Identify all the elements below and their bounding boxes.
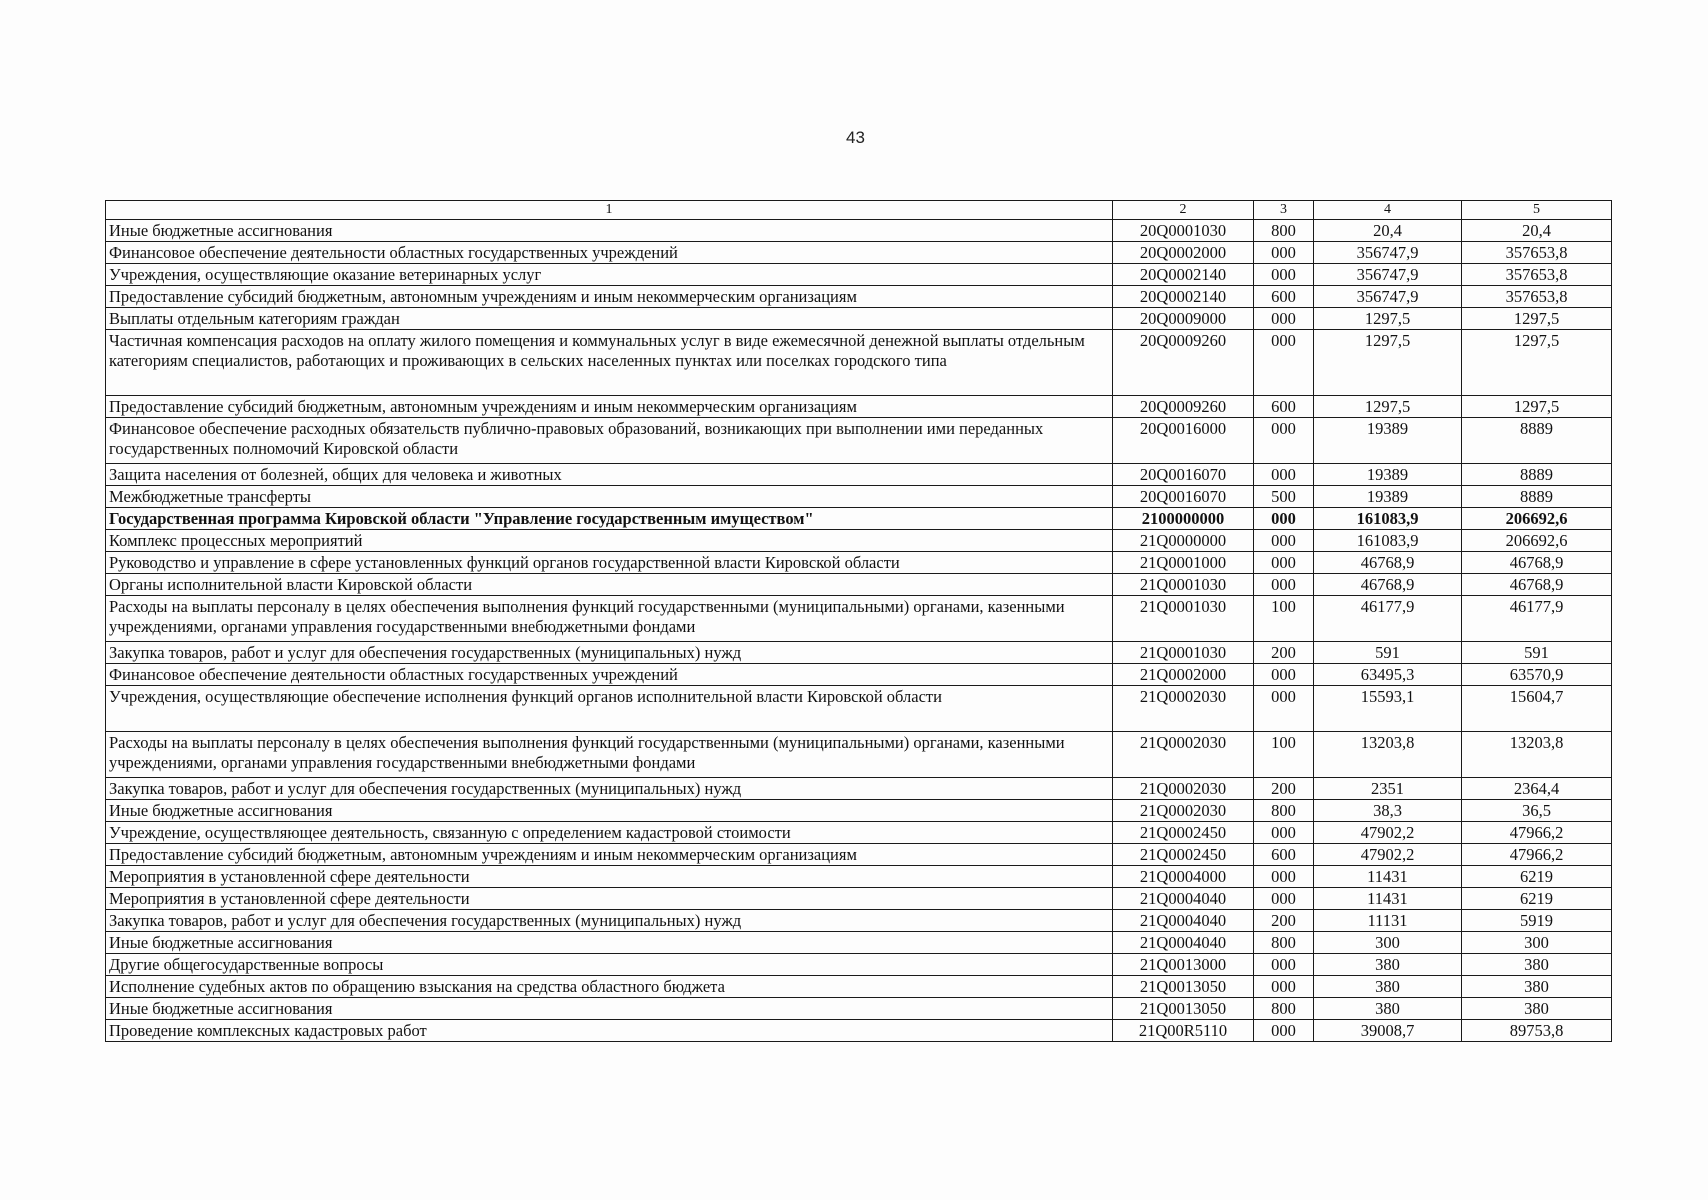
row-value-2-cell: 1297,5: [1462, 330, 1612, 396]
row-value-1-cell: 380: [1314, 976, 1462, 998]
row-value-1-cell: 1297,5: [1314, 308, 1462, 330]
row-name-cell: Предоставление субсидий бюджетным, автономным учреждениям и иным некоммерческим организациям: [106, 396, 1113, 418]
table-row: [106, 732, 1612, 778]
row-value-1-cell: 2351: [1314, 778, 1462, 800]
row-code-cell: 20Q0002140: [1113, 286, 1254, 308]
row-code-cell: 21Q0013050: [1113, 998, 1254, 1020]
row-code-cell: 21Q0004040: [1113, 910, 1254, 932]
col-header-4: 4: [1314, 201, 1462, 220]
row-code-cell: 20Q0001030: [1113, 220, 1254, 242]
row-value-2-cell: 20,4: [1462, 220, 1612, 242]
row-type-cell: 000: [1254, 242, 1314, 264]
table-row: [106, 552, 1612, 574]
row-value-2-cell: 1297,5: [1462, 396, 1612, 418]
row-value-1-cell: 300: [1314, 932, 1462, 954]
row-type-cell: 600: [1254, 844, 1314, 866]
row-type-cell: 200: [1254, 778, 1314, 800]
table-row: [106, 530, 1612, 552]
row-name-cell: Руководство и управление в сфере установленных функций органов государственной власти Кировской области: [106, 552, 1113, 574]
row-value-2-cell: 8889: [1462, 418, 1612, 464]
table-row: [106, 844, 1612, 866]
row-value-2-cell: 36,5: [1462, 800, 1612, 822]
row-name-cell: Финансовое обеспечение деятельности областных государственных учреждений: [106, 664, 1113, 686]
row-type-cell: 600: [1254, 286, 1314, 308]
row-name-cell: Учреждения, осуществляющие обеспечение исполнения функций органов исполнительной власти Кировской области: [106, 686, 1113, 732]
row-value-2-cell: 6219: [1462, 866, 1612, 888]
row-name-cell: Проведение комплексных кадастровых работ: [106, 1020, 1113, 1042]
row-code-cell: 21Q0002030: [1113, 732, 1254, 778]
row-type-cell: 800: [1254, 220, 1314, 242]
row-value-1-cell: 47902,2: [1314, 844, 1462, 866]
row-name-cell: Частичная компенсация расходов на оплату жилого помещения и коммунальных услуг в виде ежемесячной денежной выплаты отдельным категориям специалистов, работающих и проживающих в сельских населенных пунктах или поселках городского типа: [106, 330, 1113, 396]
row-name-cell: Предоставление субсидий бюджетным, автономным учреждениям и иным некоммерческим организациям: [106, 844, 1113, 866]
row-value-2-cell: 5919: [1462, 910, 1612, 932]
row-type-cell: 000: [1254, 530, 1314, 552]
row-code-cell: 21Q0002450: [1113, 822, 1254, 844]
table-row: [106, 508, 1612, 530]
table-row: [106, 1020, 1612, 1042]
table-row: [106, 418, 1612, 464]
table-row: [106, 910, 1612, 932]
row-value-1-cell: 11431: [1314, 888, 1462, 910]
row-name-cell: Исполнение судебных актов по обращению взыскания на средства областного бюджета: [106, 976, 1113, 998]
row-name-cell: Закупка товаров, работ и услуг для обеспечения государственных (муниципальных) нужд: [106, 642, 1113, 664]
row-name-cell: Мероприятия в установленной сфере деятельности: [106, 866, 1113, 888]
table-row: [106, 286, 1612, 308]
table-row: [106, 464, 1612, 486]
row-code-cell: 20Q0009000: [1113, 308, 1254, 330]
row-code-cell: 20Q0016000: [1113, 418, 1254, 464]
row-name-cell: Предоставление субсидий бюджетным, автономным учреждениям и иным некоммерческим организациям: [106, 286, 1113, 308]
row-value-2-cell: 46768,9: [1462, 552, 1612, 574]
row-code-cell: 21Q0013000: [1113, 954, 1254, 976]
row-value-1-cell: 356747,9: [1314, 242, 1462, 264]
row-code-cell: 21Q0001030: [1113, 596, 1254, 642]
row-name-cell: Государственная программа Кировской области "Управление государственным имуществом": [106, 508, 1113, 530]
table-row: [106, 822, 1612, 844]
table-row: [106, 308, 1612, 330]
row-value-2-cell: 357653,8: [1462, 264, 1612, 286]
row-type-cell: 800: [1254, 998, 1314, 1020]
table-row: [106, 664, 1612, 686]
row-value-1-cell: 38,3: [1314, 800, 1462, 822]
row-type-cell: 100: [1254, 732, 1314, 778]
row-type-cell: 000: [1254, 888, 1314, 910]
row-value-1-cell: 19389: [1314, 486, 1462, 508]
budget-table: [105, 200, 1612, 1042]
row-name-cell: Расходы на выплаты персоналу в целях обеспечения выполнения функций государственными (муниципальными) органами, казенными учреждениями, органами управления государственными внебюджетными фондами: [106, 596, 1113, 642]
page-number: 43: [846, 128, 865, 147]
row-code-cell: 21Q0002450: [1113, 844, 1254, 866]
table-row: [106, 264, 1612, 286]
table-body: [106, 220, 1612, 1042]
row-code-cell: 21Q0002030: [1113, 778, 1254, 800]
table-row: [106, 396, 1612, 418]
row-code-cell: 21Q0000000: [1113, 530, 1254, 552]
table-row: [106, 998, 1612, 1020]
row-type-cell: 000: [1254, 822, 1314, 844]
table-row: [106, 778, 1612, 800]
table-row: [106, 686, 1612, 732]
row-value-2-cell: 63570,9: [1462, 664, 1612, 686]
row-type-cell: 000: [1254, 308, 1314, 330]
table-row: [106, 976, 1612, 998]
table-row: [106, 932, 1612, 954]
row-code-cell: 20Q0009260: [1113, 330, 1254, 396]
row-value-2-cell: 13203,8: [1462, 732, 1612, 778]
row-code-cell: 21Q0001030: [1113, 574, 1254, 596]
row-code-cell: 20Q0002140: [1113, 264, 1254, 286]
table-row: [106, 954, 1612, 976]
row-value-1-cell: 39008,7: [1314, 1020, 1462, 1042]
row-name-cell: Учреждение, осуществляющее деятельность, связанную с определением кадастровой стоимости: [106, 822, 1113, 844]
row-value-2-cell: 15604,7: [1462, 686, 1612, 732]
row-type-cell: 000: [1254, 264, 1314, 286]
row-value-2-cell: 357653,8: [1462, 286, 1612, 308]
row-code-cell: 20Q0016070: [1113, 464, 1254, 486]
row-value-1-cell: 380: [1314, 998, 1462, 1020]
row-value-1-cell: 63495,3: [1314, 664, 1462, 686]
row-type-cell: 200: [1254, 910, 1314, 932]
row-value-1-cell: 15593,1: [1314, 686, 1462, 732]
row-code-cell: 21Q0004040: [1113, 888, 1254, 910]
row-name-cell: Выплаты отдельным категориям граждан: [106, 308, 1113, 330]
row-type-cell: 000: [1254, 686, 1314, 732]
row-value-2-cell: 380: [1462, 998, 1612, 1020]
col-header-1: 1: [106, 201, 1113, 220]
row-value-1-cell: 356747,9: [1314, 286, 1462, 308]
row-type-cell: 200: [1254, 642, 1314, 664]
row-type-cell: 000: [1254, 976, 1314, 998]
header-row: [106, 201, 1612, 220]
table-row: [106, 330, 1612, 396]
row-name-cell: Органы исполнительной власти Кировской области: [106, 574, 1113, 596]
row-type-cell: 000: [1254, 418, 1314, 464]
row-name-cell: Иные бюджетные ассигнования: [106, 800, 1113, 822]
row-value-1-cell: 19389: [1314, 464, 1462, 486]
row-code-cell: 21Q0004000: [1113, 866, 1254, 888]
row-value-1-cell: 161083,9: [1314, 508, 1462, 530]
row-name-cell: Финансовое обеспечение деятельности областных государственных учреждений: [106, 242, 1113, 264]
table-row: [106, 242, 1612, 264]
row-value-2-cell: 380: [1462, 954, 1612, 976]
row-code-cell: 21Q0001030: [1113, 642, 1254, 664]
row-value-2-cell: 46177,9: [1462, 596, 1612, 642]
row-code-cell: 21Q0002030: [1113, 800, 1254, 822]
row-name-cell: Закупка товаров, работ и услуг для обеспечения государственных (муниципальных) нужд: [106, 910, 1113, 932]
row-value-2-cell: 8889: [1462, 464, 1612, 486]
row-name-cell: Закупка товаров, работ и услуг для обеспечения государственных (муниципальных) нужд: [106, 778, 1113, 800]
row-value-1-cell: 11431: [1314, 866, 1462, 888]
row-type-cell: 000: [1254, 1020, 1314, 1042]
row-value-1-cell: 161083,9: [1314, 530, 1462, 552]
row-value-2-cell: 89753,8: [1462, 1020, 1612, 1042]
row-name-cell: Учреждения, осуществляющие оказание ветеринарных услуг: [106, 264, 1113, 286]
row-code-cell: 20Q0009260: [1113, 396, 1254, 418]
table-row: [106, 574, 1612, 596]
row-name-cell: Иные бюджетные ассигнования: [106, 998, 1113, 1020]
row-value-2-cell: 357653,8: [1462, 242, 1612, 264]
row-type-cell: 000: [1254, 330, 1314, 396]
row-value-1-cell: 13203,8: [1314, 732, 1462, 778]
col-header-5: 5: [1462, 201, 1612, 220]
row-code-cell: 21Q0013050: [1113, 976, 1254, 998]
row-type-cell: 000: [1254, 552, 1314, 574]
row-value-2-cell: 47966,2: [1462, 822, 1612, 844]
row-type-cell: 600: [1254, 396, 1314, 418]
row-value-2-cell: 46768,9: [1462, 574, 1612, 596]
row-value-2-cell: 300: [1462, 932, 1612, 954]
row-code-cell: 20Q0016070: [1113, 486, 1254, 508]
row-name-cell: Комплекс процессных мероприятий: [106, 530, 1113, 552]
row-value-1-cell: 1297,5: [1314, 330, 1462, 396]
row-value-1-cell: 1297,5: [1314, 396, 1462, 418]
table-row: [106, 888, 1612, 910]
row-name-cell: Мероприятия в установленной сфере деятельности: [106, 888, 1113, 910]
row-value-2-cell: 1297,5: [1462, 308, 1612, 330]
row-value-1-cell: 46177,9: [1314, 596, 1462, 642]
row-value-1-cell: 46768,9: [1314, 574, 1462, 596]
row-code-cell: 21Q0004040: [1113, 932, 1254, 954]
row-type-cell: 100: [1254, 596, 1314, 642]
row-value-1-cell: 380: [1314, 954, 1462, 976]
row-value-2-cell: 8889: [1462, 486, 1612, 508]
row-name-cell: Защита населения от болезней, общих для человека и животных: [106, 464, 1113, 486]
row-type-cell: 000: [1254, 574, 1314, 596]
row-value-2-cell: 47966,2: [1462, 844, 1612, 866]
table-row: [106, 596, 1612, 642]
row-value-1-cell: 46768,9: [1314, 552, 1462, 574]
table-row: [106, 220, 1612, 242]
row-code-cell: 21Q00R5110: [1113, 1020, 1254, 1042]
row-name-cell: Расходы на выплаты персоналу в целях обеспечения выполнения функций государственными (муниципальными) органами, казенными учреждениями, органами управления государственными внебюджетными фондами: [106, 732, 1113, 778]
table-row: [106, 642, 1612, 664]
row-name-cell: Межбюджетные трансферты: [106, 486, 1113, 508]
row-value-2-cell: 6219: [1462, 888, 1612, 910]
row-type-cell: 000: [1254, 866, 1314, 888]
row-name-cell: Финансовое обеспечение расходных обязательств публично-правовых образований, возникающих при выполнении ими переданных государственных полномочий Кировской области: [106, 418, 1113, 464]
row-type-cell: 500: [1254, 486, 1314, 508]
row-type-cell: 000: [1254, 954, 1314, 976]
row-value-1-cell: 11131: [1314, 910, 1462, 932]
row-value-2-cell: 380: [1462, 976, 1612, 998]
row-code-cell: 20Q0002000: [1113, 242, 1254, 264]
row-value-2-cell: 206692,6: [1462, 530, 1612, 552]
row-value-2-cell: 2364,4: [1462, 778, 1612, 800]
row-type-cell: 000: [1254, 464, 1314, 486]
row-type-cell: 800: [1254, 932, 1314, 954]
row-type-cell: 800: [1254, 800, 1314, 822]
row-value-2-cell: 591: [1462, 642, 1612, 664]
row-value-1-cell: 20,4: [1314, 220, 1462, 242]
row-value-1-cell: 591: [1314, 642, 1462, 664]
row-value-1-cell: 356747,9: [1314, 264, 1462, 286]
row-name-cell: Другие общегосударственные вопросы: [106, 954, 1113, 976]
table-row: [106, 800, 1612, 822]
row-type-cell: 000: [1254, 664, 1314, 686]
col-header-2: 2: [1113, 201, 1254, 220]
table-row: [106, 866, 1612, 888]
row-code-cell: 21Q0002000: [1113, 664, 1254, 686]
row-type-cell: 000: [1254, 508, 1314, 530]
row-code-cell: 21Q0001000: [1113, 552, 1254, 574]
row-value-2-cell: 206692,6: [1462, 508, 1612, 530]
row-name-cell: Иные бюджетные ассигнования: [106, 220, 1113, 242]
col-header-3: 3: [1254, 201, 1314, 220]
row-code-cell: 21Q0002030: [1113, 686, 1254, 732]
row-value-1-cell: 19389: [1314, 418, 1462, 464]
row-code-cell: 2100000000: [1113, 508, 1254, 530]
row-name-cell: Иные бюджетные ассигнования: [106, 932, 1113, 954]
row-value-1-cell: 47902,2: [1314, 822, 1462, 844]
table-row: [106, 486, 1612, 508]
